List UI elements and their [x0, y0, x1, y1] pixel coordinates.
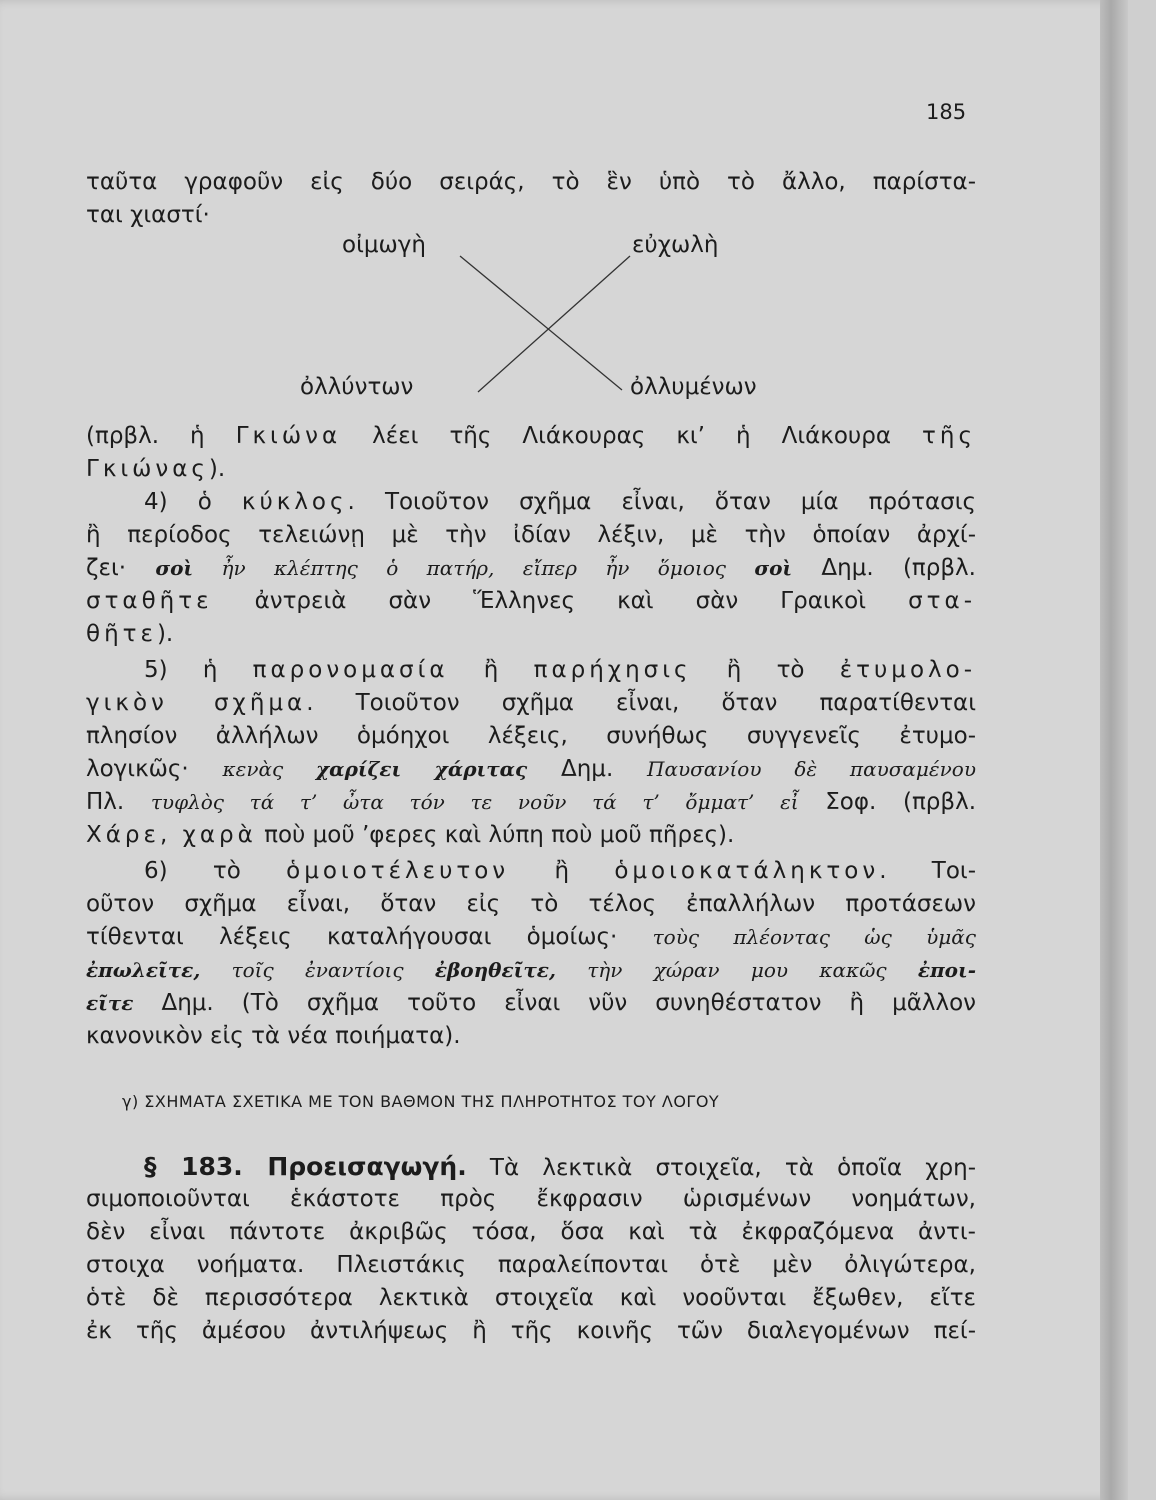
italic-text: τυφλὸς τά τ’ ὦτα τόν τε νοῦν τά τ’ ὄμματ’ εἶ — [150, 790, 799, 814]
spaced-text: ὁμοιοκατάληκτον — [614, 858, 880, 884]
text-span: λογικῶς· — [86, 756, 223, 782]
spaced-text: θῆτε — [86, 621, 157, 647]
text-span: Σοφ. (πρβλ. — [798, 789, 977, 815]
spaced-text: ἐτυμολο- — [839, 657, 976, 683]
italic-text: τὴν χώραν μου κακῶς — [555, 958, 918, 982]
bold-italic-text: ἐποι- — [917, 958, 976, 982]
text-line: ἢ περίοδος τελειώνῃ μὲ τὴν ἰδίαν λέξιν, μὲ τὴν ὁποίαν ἀρχί- — [86, 522, 976, 548]
text-span: Δημ. (Τὸ σχῆμα τοῦτο εἶναι νῦν συνηθέστατον ἢ μᾶλλον — [133, 990, 976, 1016]
text-span: τίθενται λέξεις καταλήγουσαι ὁμοίως· — [86, 924, 653, 950]
spaced-text: γικὸν σχῆμα — [86, 690, 307, 716]
text-span: Τὰ λεκτικὰ στοιχεῖα, τὰ ὁποῖα χρη- — [466, 1155, 976, 1181]
text-span: ἢ τὸ — [691, 657, 840, 683]
spaced-text: τῆς — [922, 423, 976, 449]
spaced-text: στα- — [908, 588, 976, 614]
text-span: ζει· — [86, 555, 156, 581]
text-span: (πρβλ. ἡ — [86, 423, 236, 449]
text-line — [86, 420, 976, 453]
spaced-text: παρήχησις — [533, 657, 692, 683]
text-line: ται χιαστί· — [86, 202, 210, 228]
text-span: 6) τὸ — [144, 858, 287, 884]
diagram-cross — [300, 228, 800, 408]
diagram-top-left: οἰμωγὴ — [342, 232, 426, 258]
page-edge — [1100, 0, 1128, 1500]
text-span: . Τοιοῦτον σχῆμα εἶναι, ὅταν παρατίθενται — [306, 690, 976, 716]
text-line — [86, 687, 976, 720]
text-line — [144, 1150, 976, 1185]
section-heading: γ) ΣΧΗΜΑΤΑ ΣΧΕΤΙΚΑ ΜΕ ΤΟΝ ΒΑΘΜΟΝ ΤΗΣ ΠΛΗΡΟΤΗΤΟΣ ΤΟΥ ΛΟΓΟΥ — [122, 1092, 720, 1111]
spaced-text: Χάρε, χαρὰ — [86, 822, 257, 848]
text-line: οῦτον σχῆμα εἶναι, ὅταν εἰς τὸ τέλος ἐπαλλήλων προτάσεων — [86, 891, 976, 917]
text-line: στοιχα νοήματα. Πλειστάκις παραλείπονται ὁτὲ μὲν ὀλιγώτερα, — [86, 1252, 976, 1278]
bold-italic-text: χαρίζει χάριτας — [316, 757, 528, 781]
page-number: 185 — [926, 100, 967, 124]
text-line: ταῦτα γραφοῦν εἰς δύο σειράς, τὸ ἓν ὑπὸ τὸ ἄλλο, παρίστα- — [86, 169, 976, 195]
text-span: Δημ. — [527, 756, 648, 782]
text-span: . Τοιοῦτον σχῆμα εἶναι, ὅταν μία πρότασις — [347, 489, 976, 515]
italic-text: τοὺς πλέοντας ὡς ὑμᾶς — [652, 925, 977, 949]
text-span: Πλ. — [86, 789, 151, 815]
bold-italic-text: ἐπωλεῖτε, — [86, 958, 201, 982]
text-span: ποὺ μοῦ ’φερες καὶ λύπη ποὺ μοῦ πῆρες). — [256, 822, 735, 848]
diagram-bottom-left: ὀλλύντων — [300, 374, 414, 400]
text-line: ἐκ τῆς ἀμέσου ἀντιλήψεως ἢ τῆς κοινῆς τῶν διαλεγομένων πεί- — [86, 1318, 976, 1344]
spaced-text: κύκλος — [241, 489, 348, 515]
diagram-top-right: εὐχωλὴ — [632, 232, 719, 258]
text-line: δὲν εἶναι πάντοτε ἀκριβῶς τόσα, ὅσα καὶ τὰ ἐκφραζόμενα ἀντι- — [86, 1219, 976, 1245]
spaced-text: παρονομασία — [252, 657, 449, 683]
text-line — [86, 987, 976, 1020]
spaced-text: Γκιώνας — [86, 456, 209, 482]
text-line — [86, 819, 976, 852]
text-line — [86, 786, 976, 819]
text-line — [86, 753, 976, 786]
text-span: . Τοι- — [879, 858, 977, 884]
text-line — [86, 921, 976, 954]
bold-italic-text: ἐβοηθεῖτε, — [434, 958, 556, 982]
text-span: ἢ — [448, 657, 534, 683]
text-span: 4) ὁ — [144, 489, 242, 515]
text-line — [86, 453, 976, 486]
italic-text: ἦν κλέπτης ὁ πατήρ, εἴπερ ἦν ὅμοιος — [193, 556, 755, 580]
italic-text: Παυσανίου δὲ παυσαμένου — [647, 757, 976, 781]
text-span: Δημ. (πρβλ. — [792, 555, 976, 581]
text-line — [144, 486, 976, 519]
bold-italic-text: σοὶ — [754, 556, 793, 580]
text-span: 5) ἡ — [144, 657, 253, 683]
text-line — [144, 855, 976, 888]
text-line — [86, 585, 976, 618]
text-span: ). — [208, 456, 226, 482]
diagram-bottom-right: ὀλλυμένων — [630, 374, 757, 400]
spaced-text: ὁμοιοτέλευτον — [286, 858, 510, 884]
text-span: ). — [156, 621, 174, 647]
text-line: πλησίον ἀλλήλων ὁμόηχοι λέξεις, συνήθως συγγενεῖς ἐτυμο- — [86, 723, 976, 749]
text-span: λέει τῆς Λιάκουρας κι’ ἡ Λιάκουρα — [341, 423, 923, 449]
spaced-text: σταθῆτε — [86, 588, 213, 614]
text-span: ἢ — [509, 858, 615, 884]
spaced-text: Γκιώνα — [235, 423, 342, 449]
bold-italic-text: σοὶ — [155, 556, 194, 580]
text-line — [86, 552, 976, 585]
text-line — [144, 654, 976, 687]
text-span: ἀντρειὰ σὰν Ἕλληνες καὶ σὰν Γραικοὶ — [212, 588, 909, 614]
text-line: ὁτὲ δὲ περισσότερα λεκτικὰ στοιχεῖα καὶ νοοῦνται ἔξωθεν, εἴτε — [86, 1285, 976, 1311]
text-line — [86, 618, 976, 651]
diagram-line-ascending — [478, 256, 630, 392]
text-line — [86, 954, 976, 987]
diagram-line-descending — [460, 256, 622, 390]
chiasm-diagram — [300, 228, 800, 408]
bold-italic-text: εῖτε — [86, 991, 134, 1015]
text-line: σιμοποιοῦνται ἑκάστοτε πρὸς ἔκφρασιν ὡρισμένων νοημάτων, — [86, 1186, 976, 1212]
italic-text: τοῖς ἐναντίοις — [200, 958, 435, 982]
italic-text: κενὰς — [222, 757, 317, 781]
section-title: § 183. Προεισαγωγή. — [144, 1152, 467, 1181]
text-line: κανονικὸν εἰς τὰ νέα ποιήματα). — [86, 1023, 461, 1049]
